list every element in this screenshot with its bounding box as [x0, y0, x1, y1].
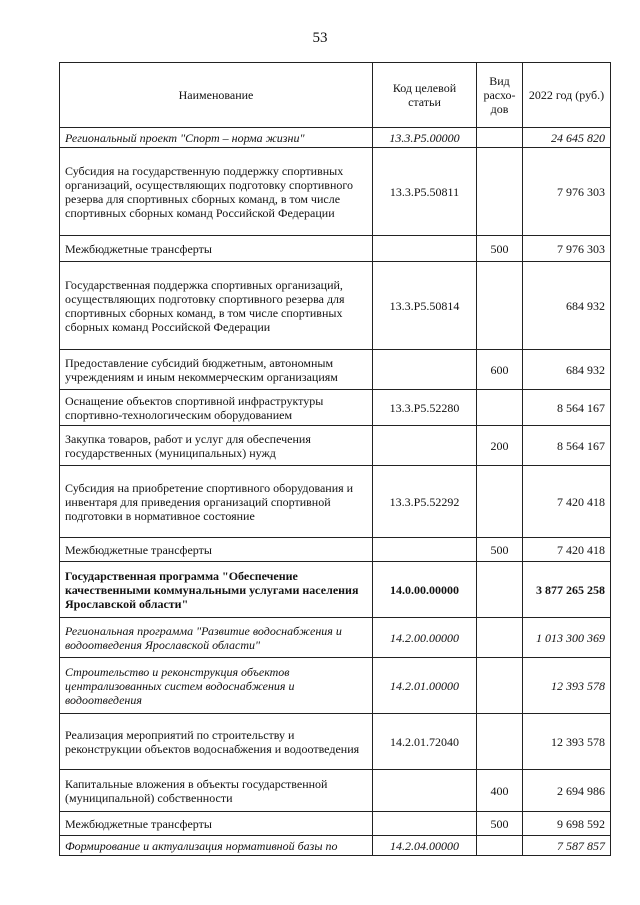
- row-amount: 1 013 300 369: [523, 618, 611, 658]
- table-row: [60, 770, 611, 812]
- row-code: 14.2.01.72040: [373, 714, 477, 770]
- row-amount: 7 420 418: [523, 466, 611, 538]
- row-type: [477, 658, 523, 714]
- row-code: [373, 426, 477, 466]
- row-name: Региональная программа "Развитие водоснабжения и водоотведения Ярославской области": [60, 618, 373, 658]
- table-row: [60, 350, 611, 390]
- row-code: 14.2.00.00000: [373, 618, 477, 658]
- row-amount: 7 420 418: [523, 538, 611, 562]
- table-row: [60, 836, 611, 856]
- table-row: [60, 658, 611, 714]
- row-code: 14.2.04.00000: [373, 836, 477, 856]
- row-name: Межбюджетные трансферты: [60, 538, 373, 562]
- row-amount: 684 932: [523, 350, 611, 390]
- row-amount: 7 587 857: [523, 836, 611, 856]
- row-name: Субсидия на государственную поддержку спортивных организаций, осуществляющих подготовку спортивного резерва для спортивных сборных команд, в том числе спортивных сборных команд Российской Федерации: [60, 148, 373, 236]
- budget-table: [59, 62, 611, 856]
- row-type: [477, 390, 523, 426]
- row-name: Реализация мероприятий по строительству и реконструкции объектов водоснабжения и водоотведения: [60, 714, 373, 770]
- table-row: [60, 812, 611, 836]
- row-type: 400: [477, 770, 523, 812]
- table-row: [60, 148, 611, 236]
- row-amount: 9 698 592: [523, 812, 611, 836]
- row-amount: 684 932: [523, 262, 611, 350]
- row-name: Закупка товаров, работ и услуг для обеспечения государственных (муниципальных) нужд: [60, 426, 373, 466]
- row-code: [373, 538, 477, 562]
- row-amount: 12 393 578: [523, 658, 611, 714]
- row-type: 500: [477, 236, 523, 262]
- row-type: 500: [477, 538, 523, 562]
- header-name: Наименование: [60, 63, 373, 128]
- row-code: 14.0.00.00000: [373, 562, 477, 618]
- row-code: 13.3.Р5.52280: [373, 390, 477, 426]
- table-row: [60, 466, 611, 538]
- table-row: [60, 562, 611, 618]
- row-name: Субсидия на приобретение спортивного оборудования и инвентаря для приведения организаций спортивной подготовки в нормативное состояние: [60, 466, 373, 538]
- row-name: Оснащение объектов спортивной инфраструктуры спортивно-технологическим оборудованием: [60, 390, 373, 426]
- row-code: 13.3.Р5.50811: [373, 148, 477, 236]
- row-type: 600: [477, 350, 523, 390]
- row-type: [477, 714, 523, 770]
- header-type: Вид расхо-дов: [477, 63, 523, 128]
- table-row: [60, 236, 611, 262]
- header-code: Код целевой статьи: [373, 63, 477, 128]
- row-amount: 3 877 265 258: [523, 562, 611, 618]
- row-name: Региональный проект "Спорт – норма жизни": [60, 128, 373, 148]
- row-code: 13.3.Р5.52292: [373, 466, 477, 538]
- row-code: [373, 236, 477, 262]
- row-amount: 7 976 303: [523, 236, 611, 262]
- row-type: 500: [477, 812, 523, 836]
- header-amount: 2022 год (руб.): [523, 63, 611, 128]
- row-type: [477, 836, 523, 856]
- row-amount: 8 564 167: [523, 390, 611, 426]
- table-row: [60, 128, 611, 148]
- table-header-row: [60, 63, 611, 128]
- row-type: [477, 618, 523, 658]
- row-name: Межбюджетные трансферты: [60, 236, 373, 262]
- row-type: 200: [477, 426, 523, 466]
- row-type: [477, 262, 523, 350]
- row-amount: 8 564 167: [523, 426, 611, 466]
- table-row: [60, 618, 611, 658]
- row-type: [477, 562, 523, 618]
- row-name: Межбюджетные трансферты: [60, 812, 373, 836]
- row-name: Капитальные вложения в объекты государственной (муниципальной) собственности: [60, 770, 373, 812]
- row-code: [373, 350, 477, 390]
- row-code: [373, 770, 477, 812]
- row-amount: 12 393 578: [523, 714, 611, 770]
- row-amount: 24 645 820: [523, 128, 611, 148]
- table-row: [60, 538, 611, 562]
- row-code: 13.3.Р5.00000: [373, 128, 477, 148]
- row-type: [477, 148, 523, 236]
- row-name: Государственная программа "Обеспечение качественными коммунальными услугами населения Ярославской области": [60, 562, 373, 618]
- row-amount: 2 694 986: [523, 770, 611, 812]
- table-row: [60, 262, 611, 350]
- row-code: 13.3.Р5.50814: [373, 262, 477, 350]
- row-type: [477, 128, 523, 148]
- row-name: Государственная поддержка спортивных организаций, осуществляющих подготовку спортивного резерва для спортивных сборных команд, в том числе спортивных сборных команд Российской Федерации: [60, 262, 373, 350]
- page-number: 53: [312, 30, 328, 46]
- table-row: [60, 390, 611, 426]
- row-name: Строительство и реконструкция объектов централизованных систем водоснабжения и водоотведения: [60, 658, 373, 714]
- row-code: 14.2.01.00000: [373, 658, 477, 714]
- row-amount: 7 976 303: [523, 148, 611, 236]
- table-row: [60, 426, 611, 466]
- row-name: Формирование и актуализация нормативной базы по: [60, 836, 373, 856]
- row-code: [373, 812, 477, 836]
- row-type: [477, 466, 523, 538]
- table-row: [60, 714, 611, 770]
- row-name: Предоставление субсидий бюджетным, автономным учреждениям и иным некоммерческим организациям: [60, 350, 373, 390]
